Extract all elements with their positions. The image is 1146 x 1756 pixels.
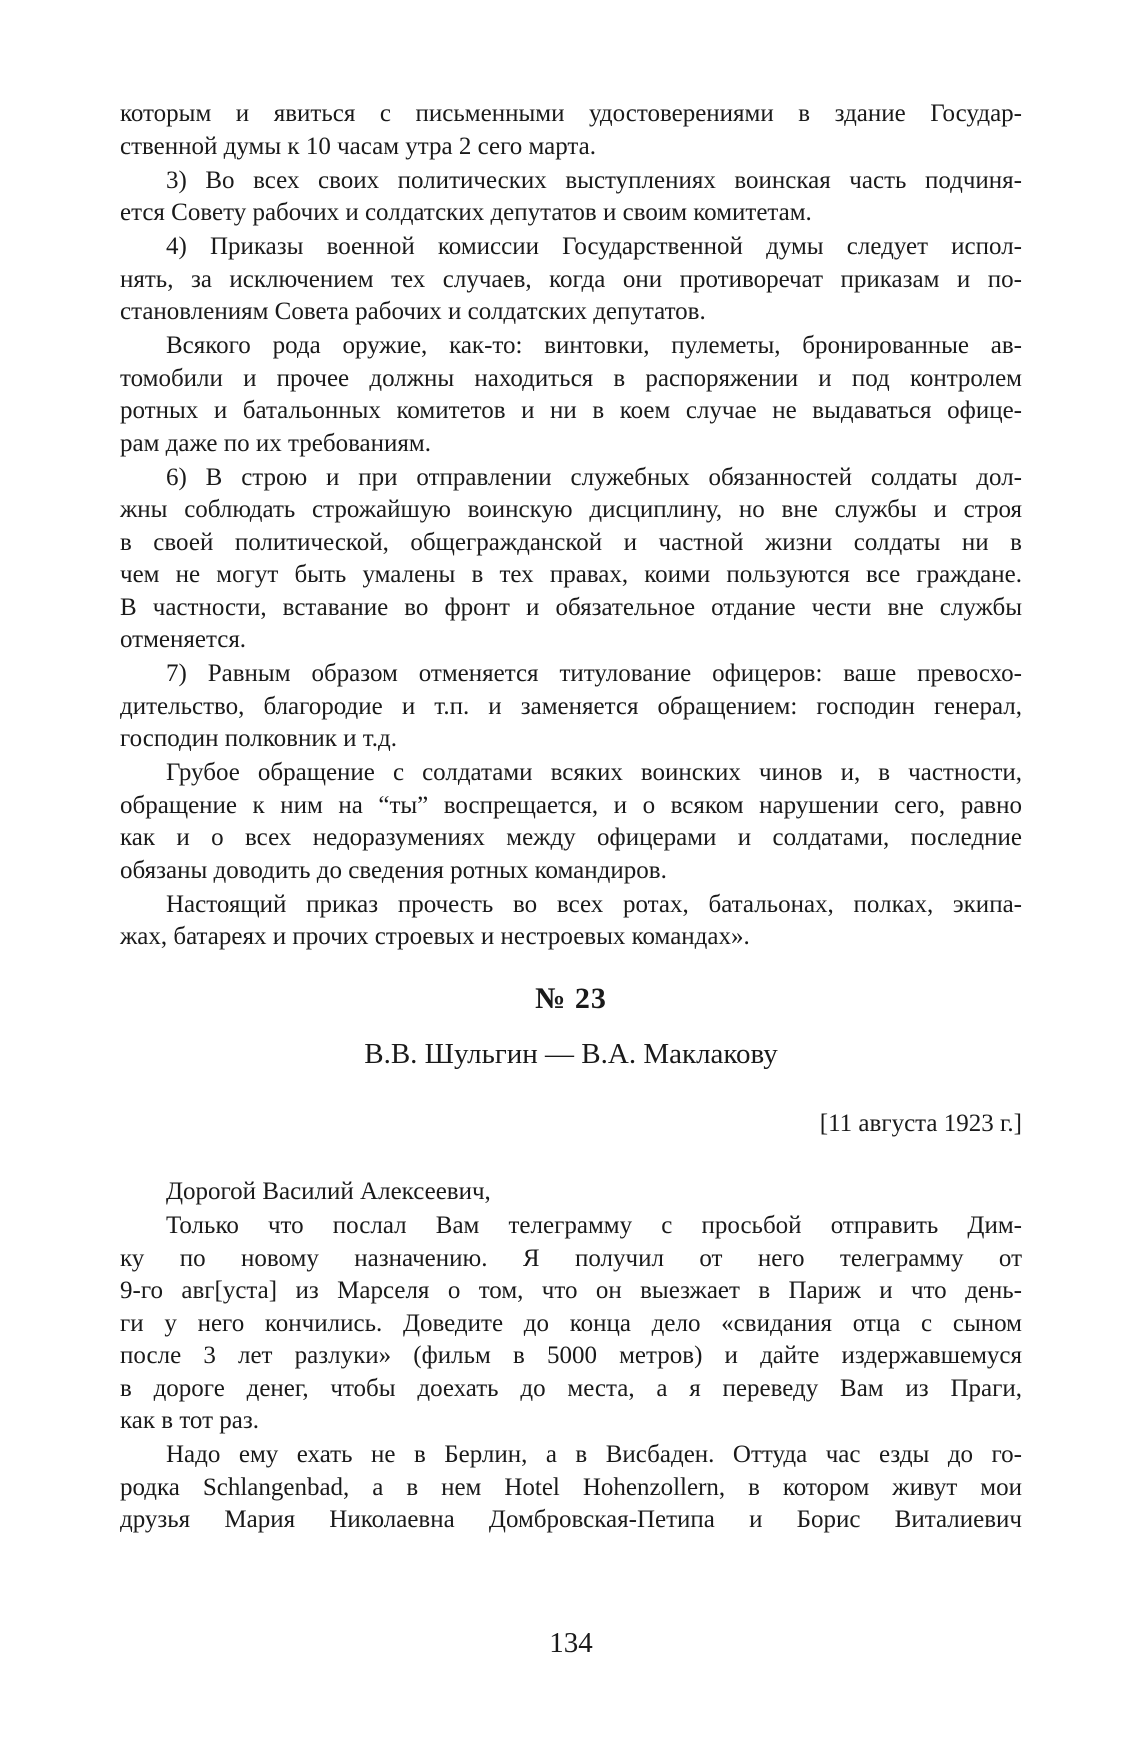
top-text-line: жны соблюдать строжайшую воинскую дисциплину, но вне службы и строя (120, 496, 1022, 523)
letter-line: после 3 лет разлуки» (фильм в 5000 метров) и дайте издержавшемуся (120, 1342, 1022, 1369)
top-text-line: жах, батареях и прочих строевых и нестроевых командах». (120, 923, 750, 950)
letter-line: друзья Мария Николаевна Домбровская-Петипа и Борис Виталиевич (120, 1506, 1022, 1533)
top-text-line: отменяется. (120, 626, 247, 653)
top-text-line: в своей политической, общегражданской и частной жизни солдаты ни в (120, 528, 1022, 556)
top-text-line: Настоящий приказ прочесть во всех ротах, батальонах, полках, экипа- (166, 890, 1022, 918)
letter-text-block (120, 1176, 1022, 1537)
top-text-line: господин полковник и т.д. (120, 725, 397, 752)
top-text-line: обращение к ним на “ты” воспрещается, и о всяком нарушении сего, равно (120, 791, 1022, 819)
top-text-line: которым и явиться с письменными удостоверениями в здание Государ- (120, 100, 1022, 127)
top-text-line: ротных и батальонных комитетов и ни в коем случае не выдаваться офице- (120, 397, 1022, 424)
top-text-line: 4) Приказы военной комиссии Государственной думы следует испол- (166, 233, 1022, 260)
top-text-line: Всякого рода оружие, как-то: винтовки, пулеметы, бронированные ав- (166, 332, 1022, 359)
top-text-line: В частности, вставание во фронт и обязательное отдание чести вне службы (120, 593, 1022, 621)
letter-line: ги у него кончились. Доведите до конца дело «свидания отца с сыном (120, 1309, 1022, 1337)
top-text-line: как и о всех недоразумениях между офицерами и солдатами, последние (120, 824, 1022, 851)
letter-line: Только что послал Вам телеграмму с просьбой отправить Дим- (166, 1212, 1022, 1239)
document-date: [11 августа 1923 г.] (819, 1110, 1022, 1137)
page-number: 134 (549, 1627, 593, 1659)
document-number: № 23 (535, 982, 607, 1015)
top-text-line: нять, за исключением тех случаев, когда они противоречат приказам и по- (120, 265, 1022, 293)
letter-line: ку по новому назначению. Я получил от него телеграмму от (120, 1244, 1022, 1272)
top-text-line: становлениям Совета рабочих и солдатских депутатов. (120, 298, 706, 325)
letter-line: в дороге денег, чтобы доехать до места, а я переведу Вам из Праги, (120, 1374, 1022, 1402)
top-text-line: 7) Равным образом отменяется титулование офицеров: ваше превосхо- (166, 660, 1022, 687)
document-heading: В.В. Шульгин — В.А. Маклакову (364, 1038, 778, 1070)
letter-line: Надо ему ехать не в Берлин, а в Висбаден. Оттуда час езды до го- (166, 1441, 1022, 1468)
top-text-line: Грубое обращение с солдатами всяких воинских чинов и, в частности, (166, 759, 1022, 786)
top-text-line: томобили и прочее должны находиться в распоряжении и под контролем (120, 364, 1022, 392)
top-text-line: ется Совету рабочих и солдатских депутатов и своим комитетам. (120, 199, 812, 226)
top-text-block (120, 98, 1022, 954)
top-text-line: рам даже по их требованиям. (120, 429, 431, 457)
top-text-line: дительство, благородие и т.п. и заменяется обращением: господин генерал, (120, 692, 1022, 720)
top-text-line: обязаны доводить до сведения ротных командиров. (120, 856, 667, 884)
letter-line: родка Schlangenbad, а в нем Hotel Hohenzollern, в котором живут мои (120, 1473, 1022, 1501)
letter-line: Дорогой Василий Алексеевич, (166, 1178, 491, 1205)
top-text-line: ственной думы к 10 часам утра 2 сего марта. (120, 132, 597, 160)
letter-line: как в тот раз. (120, 1407, 259, 1434)
top-text-line: 3) Во всех своих политических выступлениях воинская часть подчиня- (166, 166, 1022, 194)
letter-line: 9-го авг[уста] из Марселя о том, что он выезжает в Париж и что день- (120, 1277, 1022, 1304)
top-text-line: 6) В строю и при отправлении служебных обязанностей солдаты дол- (166, 463, 1022, 491)
top-text-line: чем не могут быть умалены в тех правах, коими пользуются все граждане. (120, 561, 1022, 588)
